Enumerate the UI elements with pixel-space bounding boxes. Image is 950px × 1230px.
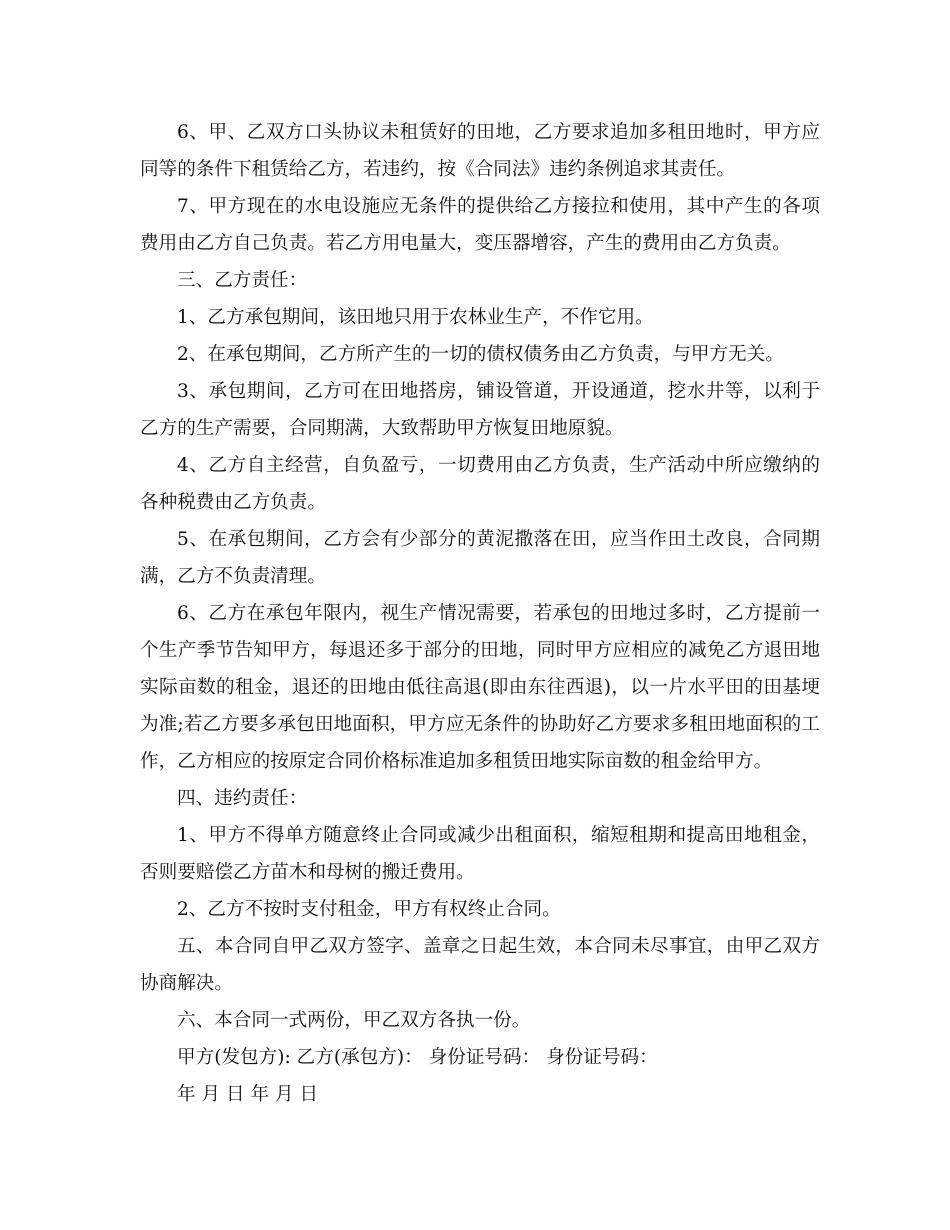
section-copies: 六、本合同一式两份，甲乙双方各执一份。 [177, 1010, 531, 1031]
clause-4-party-b: 4、乙方自主经营，自负盈亏，一切费用由乙方负责，生产活动中所应缴纳的各种税费由乙方负责。 [140, 455, 820, 513]
clause-2-breach: 2、乙方不按时支付租金，甲方有权终止合同。 [177, 899, 561, 920]
section-heading-breach: 四、违约责任： [177, 788, 308, 809]
clause-3-party-b: 3、承包期间，乙方可在田地搭房，铺设管道，开设通道，挖水井等，以利于乙方的生产需要，合同期满，大致帮助甲方恢复田地原貌。 [140, 381, 820, 439]
clause-6-party-b: 6、乙方在承包年限内，视生产情况需要，若承包的田地过多时，乙方提前一个生产季节告知甲方，每退还多于部分的田地，同时甲方应相应的减免乙方退田地实际亩数的租金，退还的田地由低往高退(即由东往西退)，以一片水平田的田基埂为准;若乙方要多承包田地面积，甲方应无条件的协助好乙方要求多租田地面积的工作，乙方相应的按原定合同价格标准追加多租赁田地实际亩数的租金给甲方。 [140, 603, 820, 772]
clause-6-party-a: 6、甲、乙双方口头协议未租赁好的田地，乙方要求追加多租田地时，甲方应同等的条件下租赁给乙方，若违约，按《合同法》违约条例追求其责任。 [140, 122, 820, 180]
clause-2-party-b: 2、在承包期间，乙方所产生的一切的债权债务由乙方负责，与甲方无关。 [177, 344, 784, 365]
section-heading-party-b: 三、乙方责任： [177, 270, 308, 291]
contract-body [140, 114, 820, 1113]
clause-7-party-a: 7、甲方现在的水电设施应无条件的提供给乙方接拉和使用，其中产生的各项费用由乙方自己负责。若乙方用电量大，变压器增容，产生的费用由乙方负责。 [140, 196, 820, 254]
clause-1-breach: 1、甲方不得单方随意终止合同或减少出租面积，缩短租期和提高田地租金，否则要赔偿乙方苗木和母树的搬迁费用。 [140, 825, 820, 883]
section-effective: 五、本合同自甲乙双方签字、盖章之日起生效，本合同未尽事宜，由甲乙双方协商解决。 [140, 936, 820, 994]
clause-1-party-b: 1、乙方承包期间，该田地只用于农林业生产，不作它用。 [177, 307, 654, 328]
clause-5-party-b: 5、在承包期间，乙方会有少部分的黄泥撒落在田，应当作田土改良，合同期满，乙方不负责清理。 [140, 529, 820, 587]
date-line: 年 月 日 年 月 日 [177, 1084, 319, 1105]
signature-line: 甲方(发包方): 乙方(承包方)： 身份证号码： 身份证号码： [177, 1047, 658, 1068]
